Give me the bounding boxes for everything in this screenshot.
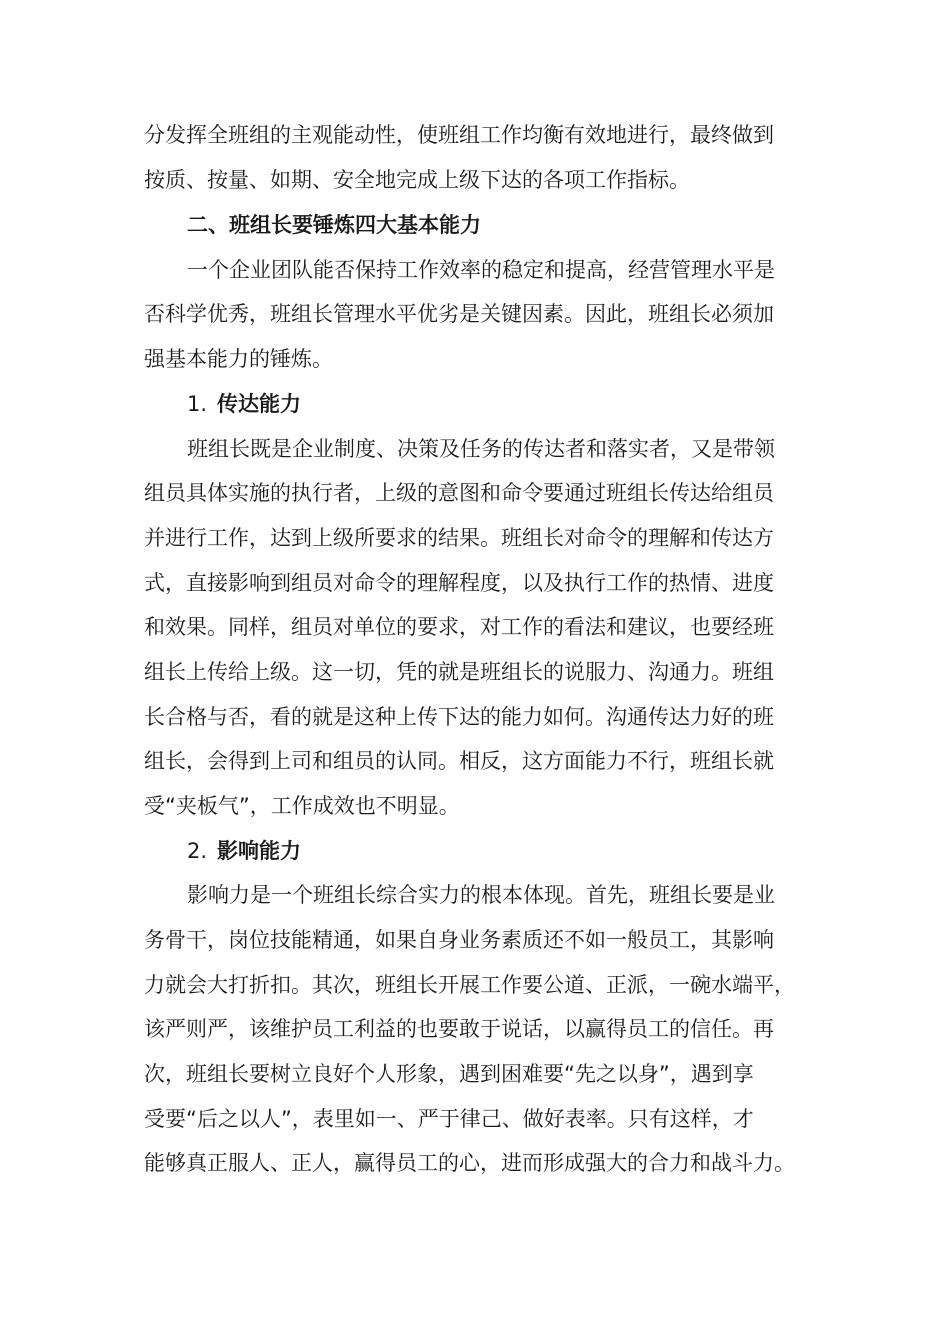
text-line: 次，班组长要树立良好个人形象，遇到困难要“先之以身”，遇到享 (144, 1062, 754, 1086)
subsection-number: 2. (187, 839, 208, 863)
text-line: 式，直接影响到组员对命令的理解程度，以及执行工作的热情、进度 (144, 571, 774, 595)
text-line: 强基本能力的锤炼。 (144, 347, 333, 371)
text-line: 并进行工作，达到上级所要求的结果。班组长对命令的理解和传达方 (144, 526, 774, 550)
text-line: 和效果。同样，组员对单位的要求，对工作的看法和建议，也要经班 (144, 615, 774, 639)
subsection-title: 传达能力 (217, 392, 302, 416)
text-line: 该严则严，该维护员工利益的也要敢于说话，以赢得员工的信任。再 (144, 1017, 774, 1041)
subsection-heading (187, 389, 808, 419)
text-line: 组长上传给上级。这一切，凭的就是班组长的说服力、沟通力。班组 (144, 660, 774, 684)
text-line: 组长，会得到上司和组员的认同。相反，这方面能力不行，班组长就 (144, 749, 774, 773)
text-line: 受“夹板气”，工作成效也不明显。 (144, 794, 460, 818)
subsection-title: 影响能力 (217, 839, 302, 863)
text-line: 否科学优秀，班组长管理水平优劣是关键因素。因此，班组长必须加 (144, 302, 774, 326)
text-line: 受要“后之以人”，表里如一、严于律己、做好表率。只有这样，才 (144, 1107, 754, 1131)
subsection-heading (187, 836, 808, 866)
text-line: 分发挥全班组的主观能动性，使班组工作均衡有效地进行，最终做到 (144, 123, 774, 147)
text-line: 力就会大打折扣。其次，班组长开展工作要公道、正派，一碗水端平， (144, 973, 795, 997)
text-line: 一个企业团队能否保持工作效率的稳定和提高，经营管理水平是 (187, 258, 775, 282)
text-line: 能够真正服人、正人，赢得员工的心，进而形成强大的合力和战斗力。 (144, 1151, 795, 1175)
subsection-number: 1. (187, 392, 208, 416)
text-line: 务骨干，岗位技能精通，如果自身业务素质还不如一般员工，其影响 (144, 928, 774, 952)
text-line: 长合格与否，看的就是这种上传下达的能力如何。沟通传达力好的班 (144, 705, 774, 729)
section-heading: 二、班组长要锤炼四大基本能力 (187, 213, 481, 237)
text-line: 组员具体实施的执行者，上级的意图和命令要通过班组长传达给组员 (144, 481, 774, 505)
text-line: 班组长既是企业制度、决策及任务的传达者和落实者，又是带领 (187, 437, 775, 461)
text-line: 影响力是一个班组长综合实力的根本体现。首先，班组长要是业 (187, 883, 775, 907)
text-line: 按质、按量、如期、安全地完成上级下达的各项工作指标。 (144, 168, 690, 192)
